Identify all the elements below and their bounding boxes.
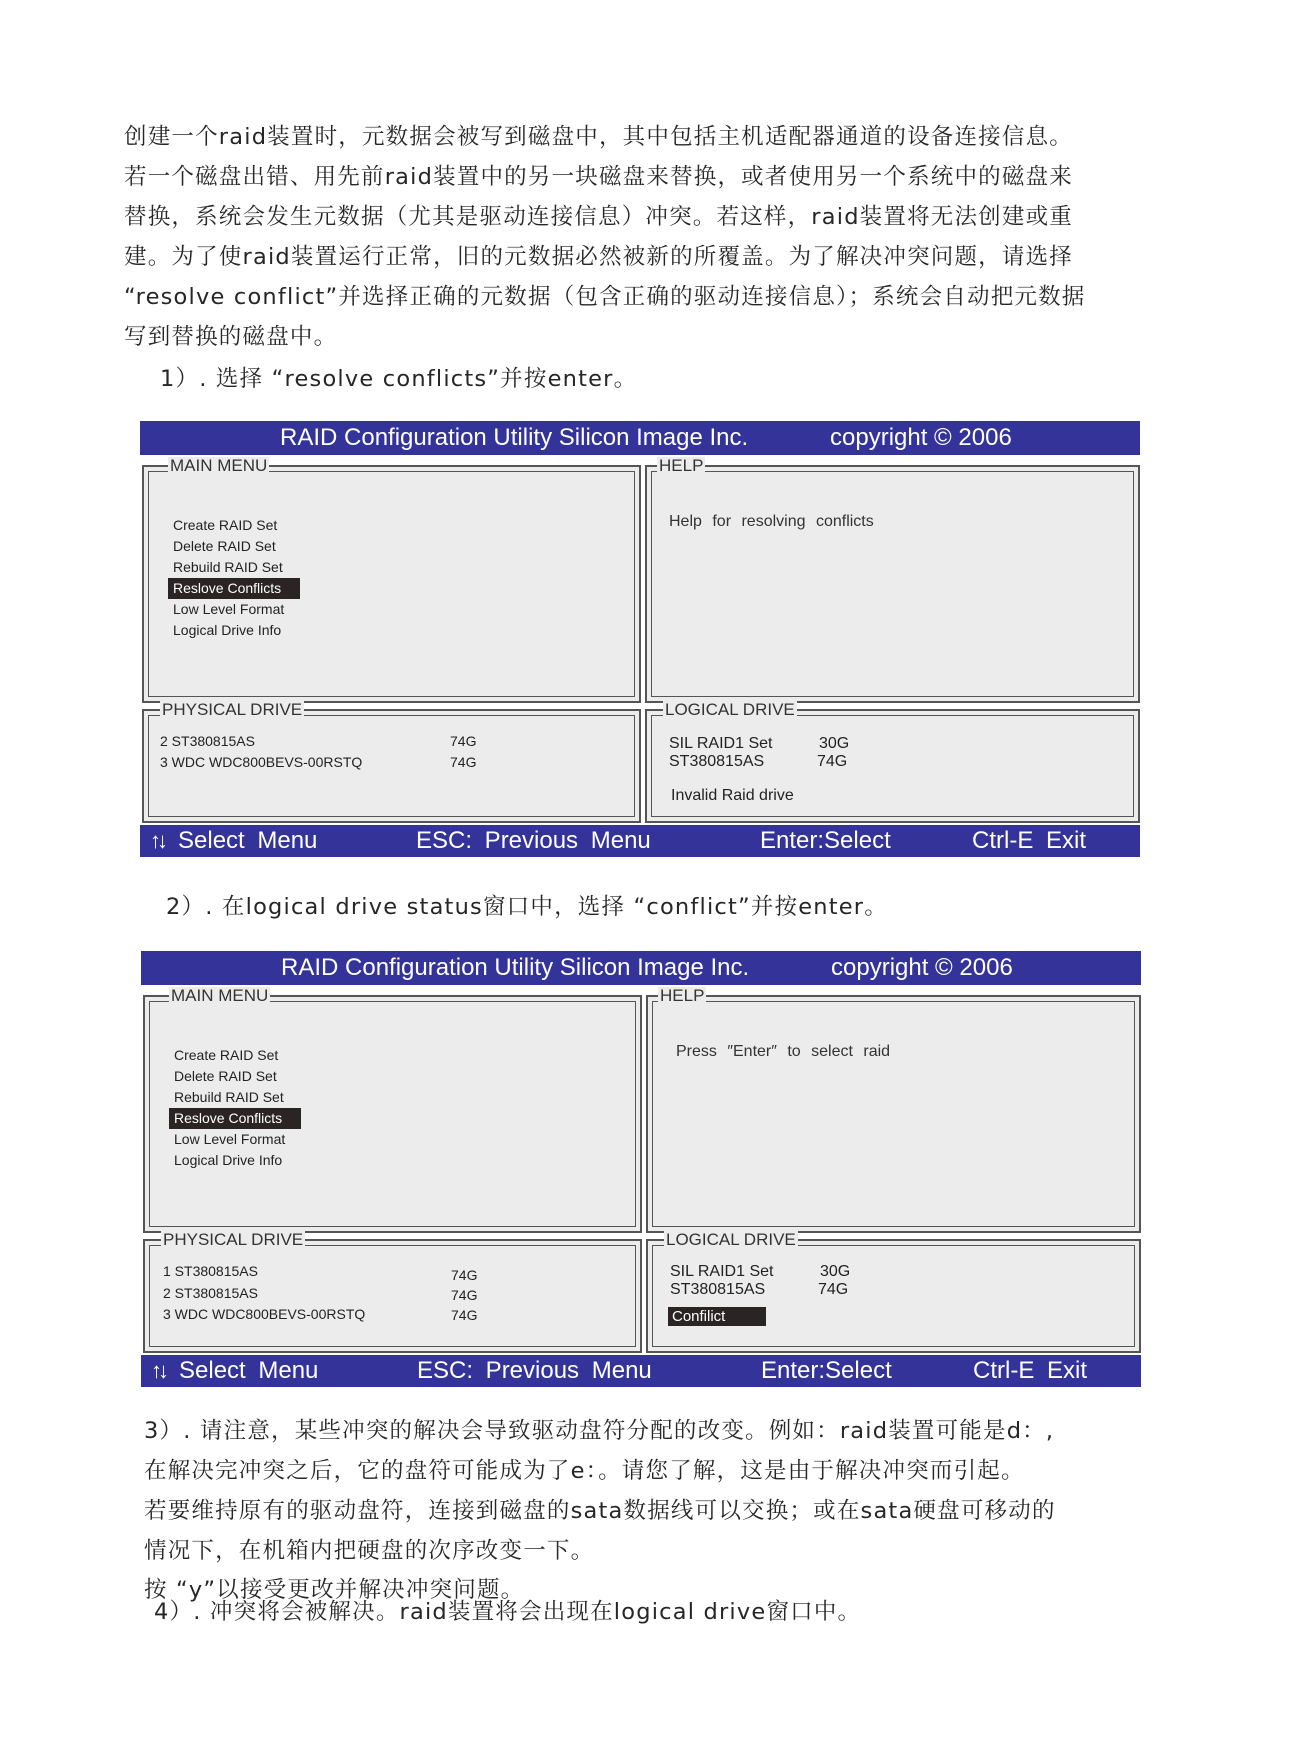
logical-drive-size: 74G	[817, 753, 848, 770]
menu-item-low-level-format[interactable]: Low Level Format	[174, 1131, 286, 1147]
step-3-line: 3）. 请注意，某些冲突的解决会导致驱动盘符分配的改变。例如：raid装置可能是d：,	[144, 1418, 1055, 1444]
main-menu-panel	[142, 456, 641, 703]
intro-line: “resolve conflict”并选择正确的元数据（包含正确的驱动连接信息）；系统会自动把元数据	[124, 284, 1086, 310]
menu-item-low-level-format[interactable]: Low Level Format	[173, 601, 285, 617]
footer-exit: Ctrl-E Exit	[972, 827, 1086, 854]
step-2: 2）. 在logical drive status窗口中，选择 “conflict”并按enter。	[166, 894, 888, 920]
raid-screen-1	[140, 421, 1140, 856]
title-text: RAID Configuration Utility Silicon Image Inc.	[281, 954, 750, 981]
logical-drive-label: LOGICAL DRIVE	[666, 1230, 796, 1249]
menu-item-logical-drive-info[interactable]: Logical Drive Info	[174, 1152, 283, 1168]
physical-drive-panel	[142, 700, 641, 823]
physical-drive-size: 74G	[451, 1307, 478, 1323]
main-menu-panel	[143, 986, 642, 1233]
logical-drive-name: ST380815AS	[669, 753, 765, 770]
physical-drive-size: 74G	[451, 1287, 478, 1303]
logical-drive-name: SIL RAID1 Set	[670, 1263, 774, 1280]
help-text: Help for resolving conflicts	[669, 513, 874, 530]
logical-drive-size: 30G	[820, 1263, 851, 1280]
physical-drive-name: 1 ST380815AS	[163, 1263, 258, 1279]
step-3-line: 在解决完冲突之后，它的盘符可能成为了e：。请您了解，这是由于解决冲突而引起。	[144, 1458, 1025, 1484]
main-menu-label: MAIN MENU	[170, 456, 268, 475]
step-1: 1）. 选择 “resolve conflicts”并按enter。	[160, 366, 638, 392]
help-label: HELP	[659, 456, 704, 475]
footer-bar	[141, 1355, 1141, 1387]
logical-drive-name: SIL RAID1 Set	[669, 735, 773, 752]
menu-item-resolve-conflicts[interactable]: Reslove Conflicts	[169, 1108, 301, 1129]
menu-item-create-raid-set[interactable]: Create RAID Set	[174, 1047, 279, 1063]
logical-drive-label: LOGICAL DRIVE	[665, 700, 795, 719]
intro-line: 创建一个raid装置时，元数据会被写到磁盘中，其中包括主机适配器通道的设备连接信息。	[124, 124, 1073, 150]
copyright-text: copyright © 2006	[830, 424, 1012, 451]
physical-drive-name: 3 WDC WDC800BEVS-00RSTQ	[160, 754, 363, 770]
physical-drive-name: 2 ST380815AS	[163, 1285, 258, 1301]
logical-drive-size: 74G	[818, 1281, 849, 1298]
physical-drive-label: PHYSICAL DRIVE	[162, 700, 303, 719]
step-4: 4）. 冲突将会被解决。raid装置将会出现在logical drive窗口中。	[154, 1599, 862, 1625]
main-menu-label: MAIN MENU	[171, 986, 269, 1005]
footer-esc: ESC: Previous Menu	[417, 1357, 652, 1384]
intro-line: 替换，系统会发生元数据（尤其是驱动连接信息）冲突。若这样，raid装置将无法创建或重	[124, 204, 1073, 230]
help-label: HELP	[660, 986, 705, 1005]
step-3-line: 若要维持原有的驱动盘符，连接到磁盘的sata数据线可以交换；或在sata硬盘可移动的	[144, 1498, 1056, 1524]
menu-item-logical-drive-info[interactable]: Logical Drive Info	[173, 622, 282, 638]
intro-line: 建。为了使raid装置运行正常，旧的元数据必然被新的所覆盖。为了解决冲突问题，请选择	[124, 244, 1073, 270]
menu-item-rebuild-raid-set[interactable]: Rebuild RAID Set	[174, 1089, 284, 1105]
physical-drive-panel	[143, 1230, 642, 1353]
help-panel	[645, 456, 1140, 703]
menu-item-resolve-conflicts[interactable]: Reslove Conflicts	[168, 578, 300, 599]
copyright-text: copyright © 2006	[831, 954, 1013, 981]
main-menu	[169, 1045, 301, 1171]
footer-esc: ESC: Previous Menu	[416, 827, 651, 854]
up-down-arrows-icon: ↑↓	[150, 828, 164, 853]
help-text: Press ″Enter″ to select raid	[676, 1043, 891, 1060]
logical-drive-name: ST380815AS	[670, 1281, 766, 1298]
step-3-line: 情况下，在机箱内把硬盘的次序改变一下。	[144, 1538, 595, 1564]
physical-drive-label: PHYSICAL DRIVE	[163, 1230, 304, 1249]
menu-item-rebuild-raid-set[interactable]: Rebuild RAID Set	[173, 559, 283, 575]
raid-screen-2	[141, 951, 1141, 1386]
physical-drive-name: 2 ST380815AS	[160, 733, 255, 749]
footer-enter: Enter:Select	[760, 827, 891, 854]
footer-bar	[140, 825, 1140, 857]
logical-drive-conflict[interactable]: Confilict	[668, 1307, 766, 1326]
physical-drive-size: 74G	[450, 733, 477, 749]
menu-item-delete-raid-set[interactable]: Delete RAID Set	[174, 1068, 277, 1084]
step-3-line: 按 “y”以接受更改并解决冲突问题。	[144, 1577, 525, 1603]
menu-item-create-raid-set[interactable]: Create RAID Set	[173, 517, 278, 533]
intro-line: 写到替换的磁盘中。	[124, 324, 338, 350]
physical-drive-name: 3 WDC WDC800BEVS-00RSTQ	[163, 1306, 366, 1322]
footer-exit: Ctrl-E Exit	[973, 1357, 1087, 1384]
footer-enter: Enter:Select	[761, 1357, 892, 1384]
intro-line: 若一个磁盘出错、用先前raid装置中的另一块磁盘来替换，或者使用另一个系统中的磁盘来	[124, 164, 1073, 190]
logical-drive-panel	[645, 700, 1140, 823]
logical-drive-size: 30G	[819, 735, 850, 752]
up-down-arrows-icon: ↑↓	[151, 1358, 165, 1383]
footer-select: Select Menu	[179, 1357, 319, 1384]
title-bar	[141, 951, 1141, 985]
physical-drive-size: 74G	[450, 754, 477, 770]
step-3-paragraph	[144, 1411, 1214, 1609]
title-bar	[140, 421, 1140, 455]
title-text: RAID Configuration Utility Silicon Image Inc.	[280, 424, 749, 451]
main-menu	[168, 515, 300, 641]
menu-item-delete-raid-set[interactable]: Delete RAID Set	[173, 538, 276, 554]
intro-paragraph	[124, 117, 1194, 357]
footer-select: Select Menu	[178, 827, 318, 854]
logical-drive-panel	[646, 1230, 1141, 1353]
help-panel	[646, 986, 1141, 1233]
physical-drive-size: 74G	[451, 1267, 478, 1283]
logical-drive-status[interactable]: Invalid Raid drive	[671, 787, 794, 804]
